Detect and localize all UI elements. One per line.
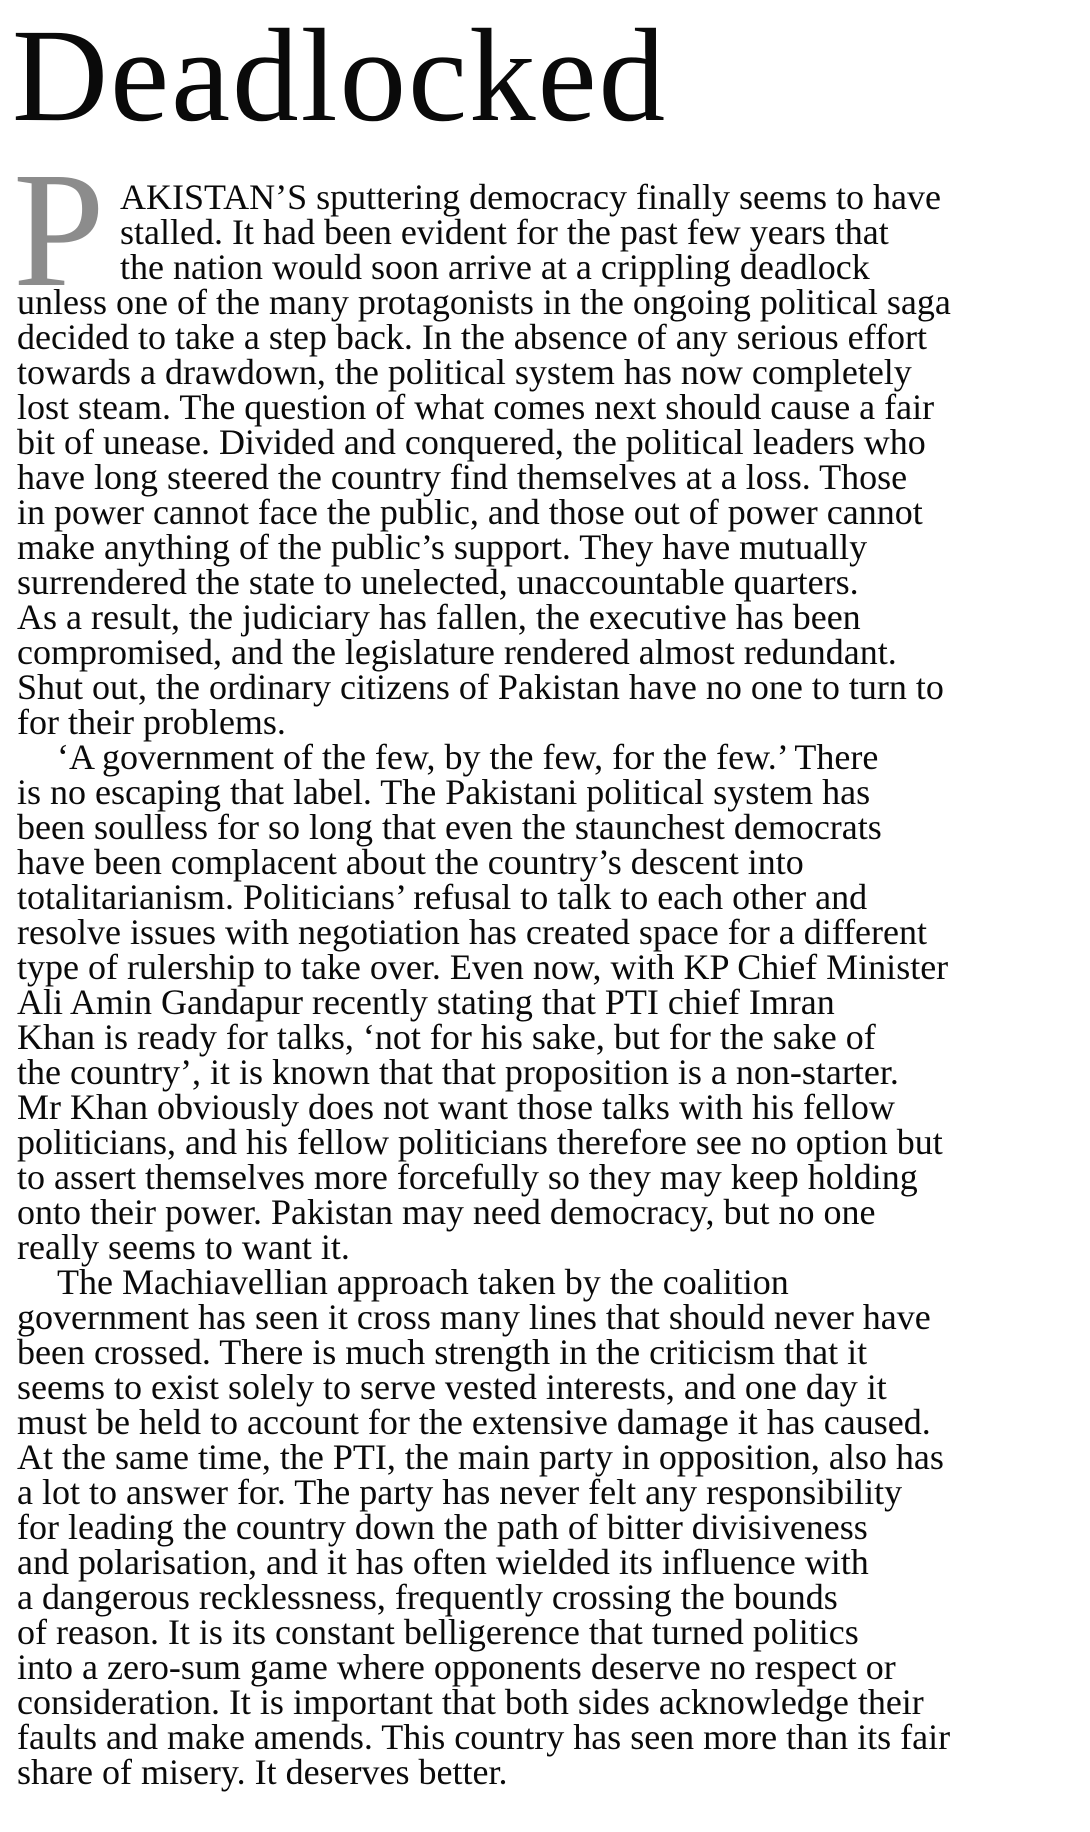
text-line: unless one of the many protagonists in the ongoing political saga [17,282,951,322]
text-line: a dangerous recklessness, frequently crossing the bounds [17,1577,838,1617]
text-line: totalitarianism. Politicians’ refusal to talk to each other and [17,877,868,917]
text-line: for leading the country down the path of bitter divisiveness [17,1507,868,1547]
text-line: ‘A government of the few, by the few, for the few.’ There [57,737,879,777]
text-line: resolve issues with negotiation has created space for a different [17,912,928,952]
text-line: surrendered the state to unelected, unaccountable quarters. [17,562,859,602]
text-line: have been complacent about the country’s descent into [17,842,804,882]
paragraph [17,737,1077,1267]
text-line: to assert themselves more forcefully so they may keep holding [17,1157,918,1197]
paragraph [17,1262,1077,1792]
text-line: seems to exist solely to serve vested interests, and one day it [17,1367,887,1407]
text-line: is no escaping that label. The Pakistani political system has [17,772,871,812]
text-line: politicians, and his fellow politicians therefore see no option but [17,1122,943,1162]
text-line: really seems to want it. [17,1227,350,1267]
text-line: stalled. It had been evident for the past few years that [120,212,889,252]
text-line: in power cannot face the public, and those out of power cannot [17,492,923,532]
text-line: At the same time, the PTI, the main party in opposition, also has [17,1437,944,1477]
text-line: bit of unease. Divided and conquered, the political leaders who [17,422,926,462]
text-line: onto their power. Pakistan may need democracy, but no one [17,1192,876,1232]
text-line: decided to take a step back. In the absence of any serious effort [17,317,927,357]
text-line: lost steam. The question of what comes next should cause a fair [17,387,935,427]
text-line: compromised, and the legislature rendered almost redundant. [17,632,897,672]
article-title: Deadlocked [12,1,668,149]
text-line: must be held to account for the extensive damage it has caused. [17,1402,931,1442]
drop-cap-letter: P [13,138,105,321]
paragraphs-container [17,177,1077,1792]
text-line: the nation would soon arrive at a crippling deadlock [120,247,870,287]
text-line: of reason. It is its constant belligerence that turned politics [17,1612,859,1652]
text-line: and polarisation, and it has often wielded its influence with [17,1542,869,1582]
text-line: type of rulership to take over. Even now, with KP Chief Minister [17,947,949,987]
text-line: been crossed. There is much strength in the criticism that it [17,1332,868,1372]
text-line: faults and make amends. This country has seen more than its fair [17,1717,951,1757]
text-line: for their problems. [17,702,286,742]
text-line: towards a drawdown, the political system has now completely [17,352,912,392]
text-line: share of misery. It deserves better. [17,1752,508,1792]
text-line: a lot to answer for. The party has never felt any responsibility [17,1472,903,1512]
text-line: Mr Khan obviously does not want those talks with his fellow [17,1087,895,1127]
text-line: The Machiavellian approach taken by the coalition [57,1262,789,1302]
text-line: the country’, it is known that that proposition is a non-starter. [17,1052,899,1092]
text-line: consideration. It is important that both sides acknowledge their [17,1682,924,1722]
text-line: Shut out, the ordinary citizens of Pakistan have no one to turn to [17,667,944,707]
paragraph [17,177,1077,742]
text-line: Ali Amin Gandapur recently stating that PTI chief Imran [17,982,835,1022]
text-line: AKISTAN’S sputtering democracy finally seems to have [120,177,941,217]
text-line: As a result, the judiciary has fallen, the executive has been [17,597,861,637]
text-line: have long steered the country find themselves at a loss. Those [17,457,908,497]
text-line: into a zero-sum game where opponents deserve no respect or [17,1647,896,1687]
text-line: Khan is ready for talks, ‘not for his sake, but for the sake of [17,1017,876,1057]
text-line: been soulless for so long that even the staunchest democrats [17,807,882,847]
text-line: government has seen it cross many lines that should never have [17,1297,931,1337]
article-body [13,138,1077,1792]
text-line: make anything of the public’s support. They have mutually [17,527,868,567]
